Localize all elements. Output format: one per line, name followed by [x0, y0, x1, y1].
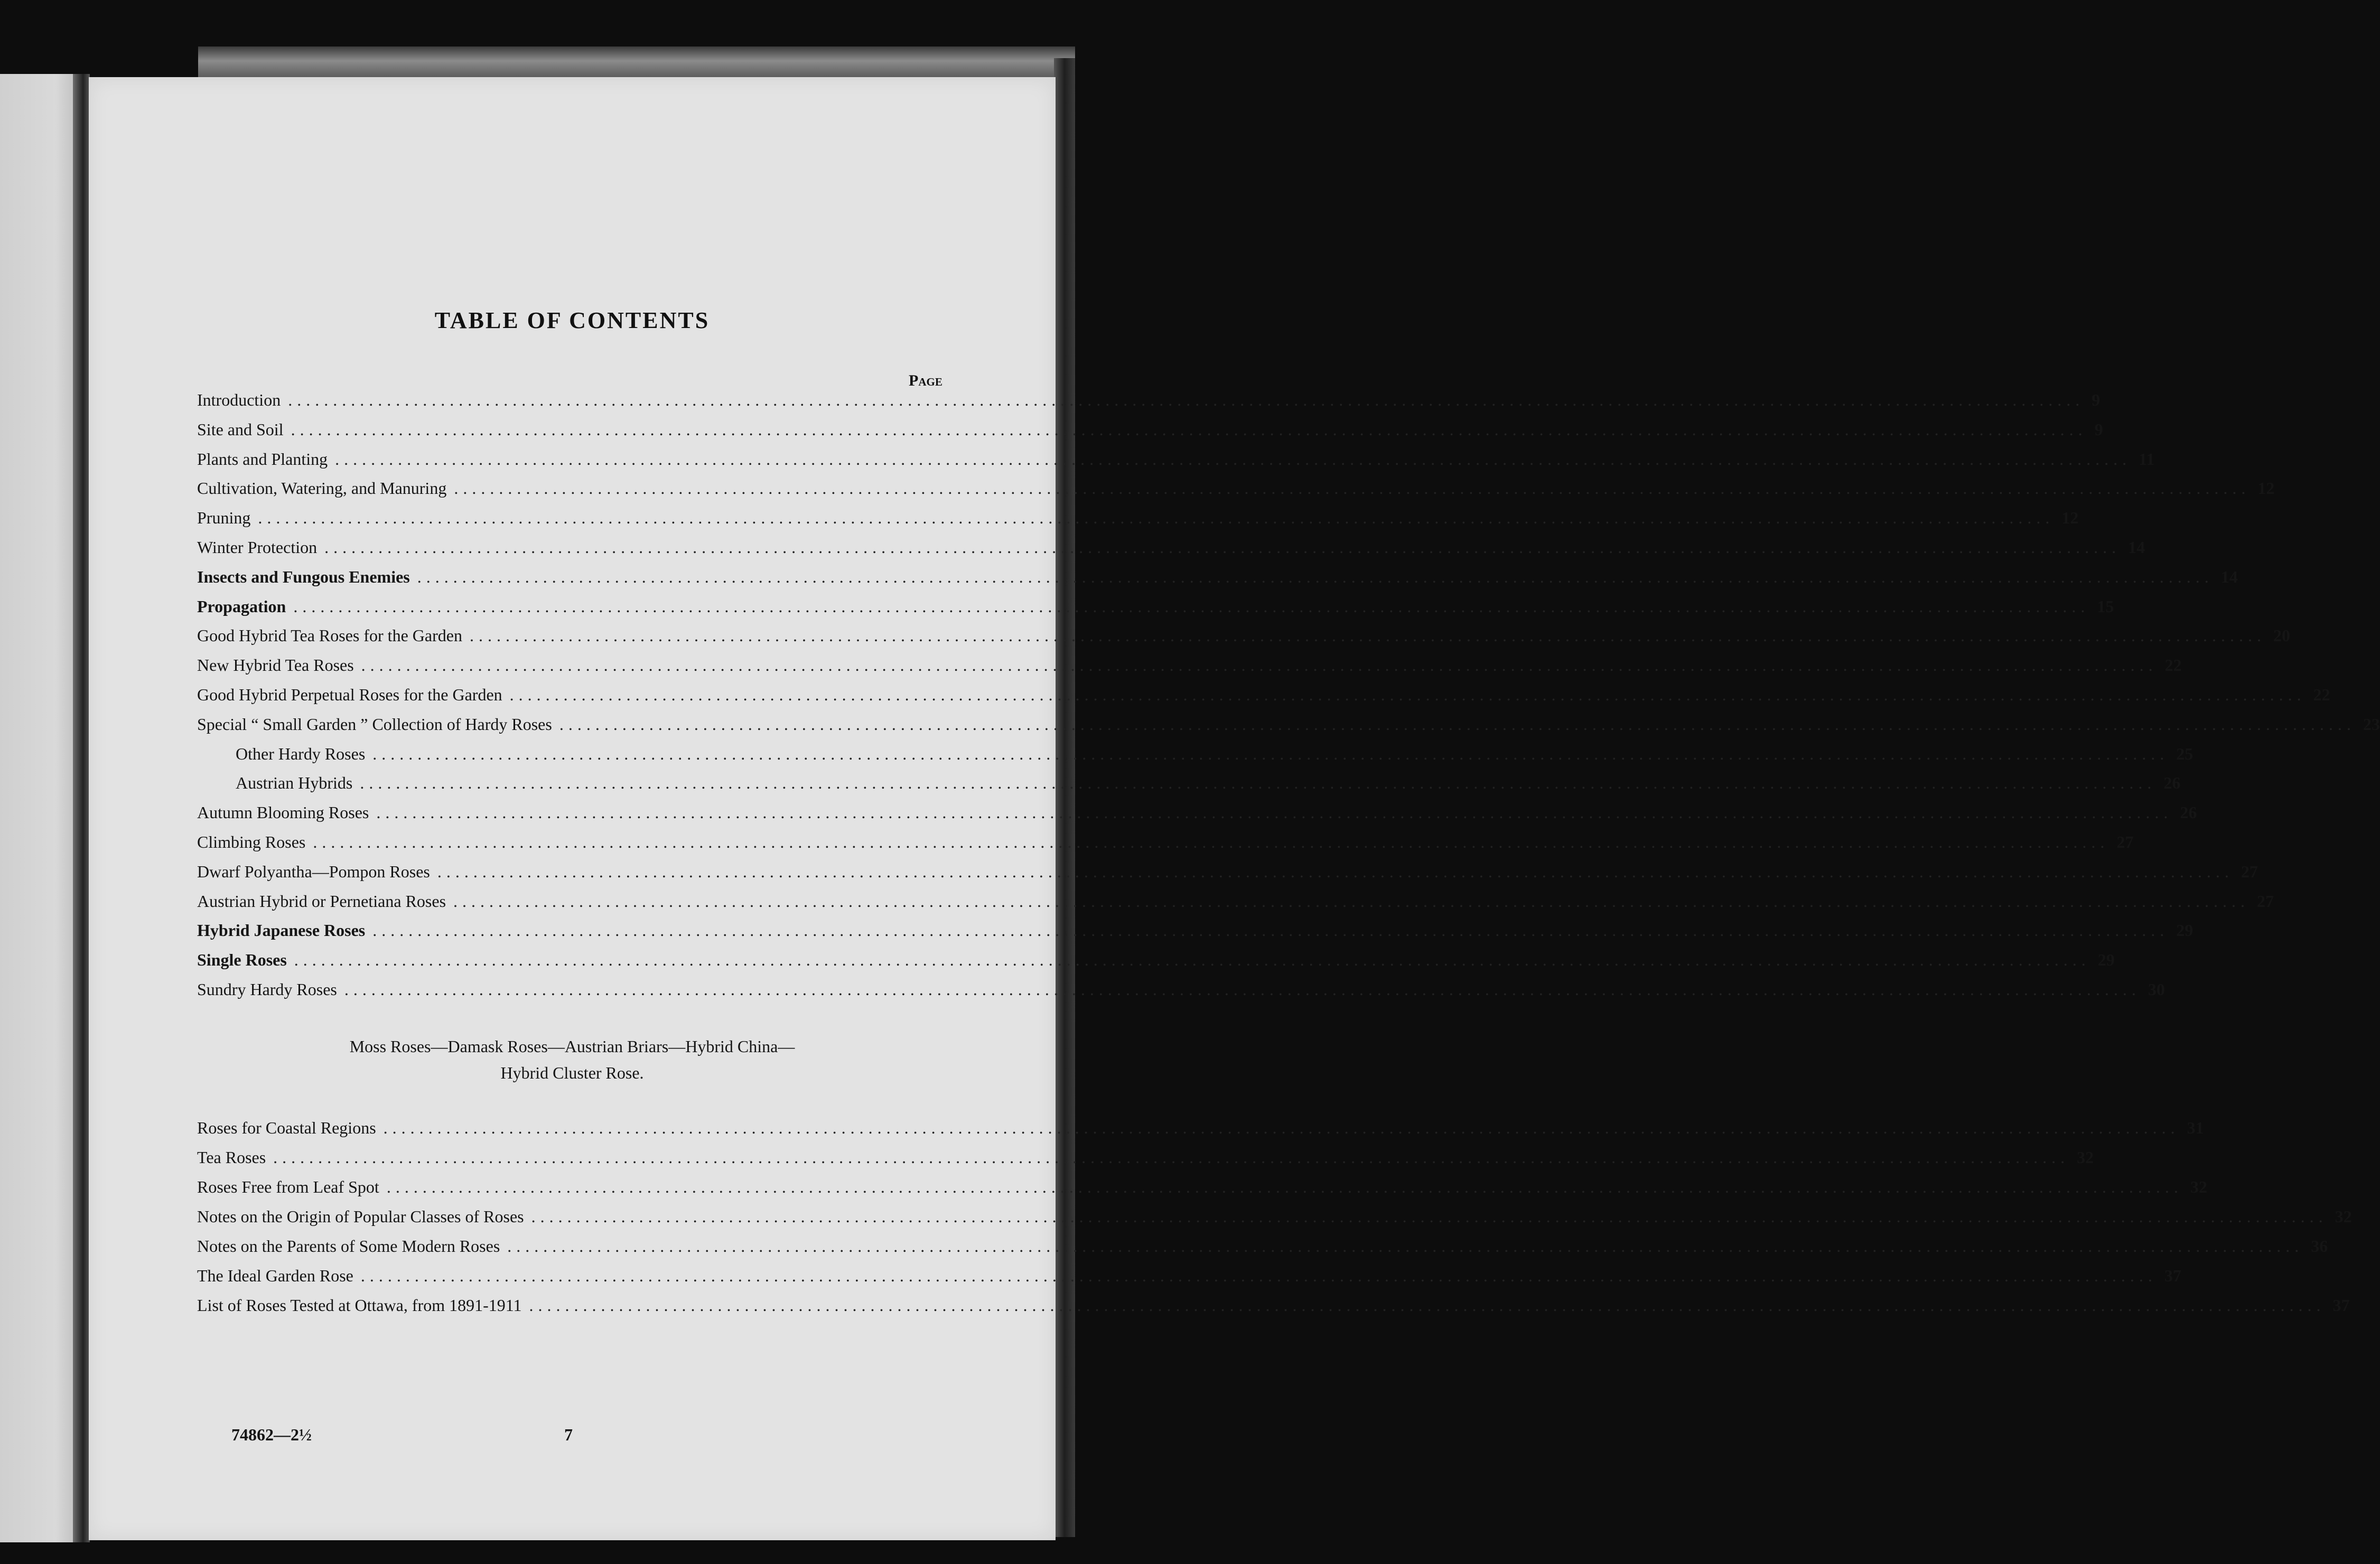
toc-entry-label: Pruning — [197, 508, 251, 528]
toc-entry-label: Special “ Small Garden ” Collection of Hardy Roses — [197, 714, 552, 734]
dot-leader: ........................................................................................................................................................................................................ — [417, 567, 2214, 586]
toc-entry-label: Introduction — [197, 390, 281, 409]
toc-entry-label: Autumn Blooming Roses — [197, 803, 369, 822]
toc-entry-page: 27 — [2257, 891, 2274, 911]
document-page — [89, 77, 2380, 1540]
toc-entry-page: 14 — [2220, 567, 2238, 586]
dot-leader: ........................................................................................................................................................................................................ — [469, 626, 2266, 645]
toc-entry-page: 22 — [2313, 685, 2330, 704]
dot-leader: ........................................................................................................................................................................................................ — [507, 1237, 2304, 1256]
toc-entry-page: 37 — [2164, 1266, 2181, 1285]
toc-entry-label: Tea Roses — [197, 1148, 266, 1167]
toc-entry — [197, 677, 2330, 705]
toc-entry — [197, 972, 2165, 999]
toc-entry-label: Plants and Planting — [197, 449, 328, 469]
toc-entry — [197, 382, 2101, 410]
page-number: 7 — [564, 1425, 573, 1444]
toc-entry-label: Good Hybrid Tea Roses for the Garden — [197, 626, 462, 645]
toc-entry-page: 12 — [2257, 479, 2275, 498]
toc-entry-label: Notes on the Origin of Popular Classes of Roses — [197, 1207, 524, 1226]
toc-entry — [197, 1199, 2352, 1226]
page-title: TABLE OF CONTENTS — [434, 307, 710, 333]
toc-entry-label: Good Hybrid Perpetual Roses for the Garden — [197, 685, 502, 704]
dot-leader: ........................................................................................................................................................................................................ — [294, 950, 2090, 970]
toc-entry — [197, 913, 2194, 940]
toc-entry — [197, 559, 2238, 587]
toc-entry-label: Site and Soil — [197, 419, 284, 439]
dot-leader: ........................................................................................................................................................................................................ — [454, 479, 2251, 498]
toc-entry-page: 22 — [2164, 655, 2182, 675]
dot-leader: ........................................................................................................................................................................................................ — [288, 390, 2085, 409]
dot-leader: ........................................................................................................................................................................................................ — [335, 449, 2132, 469]
dot-leader: ........................................................................................................................................................................................................ — [453, 891, 2250, 911]
toc-entry-label: Insects and Fungous Enemies — [197, 567, 410, 586]
dot-leader: ........................................................................................................................................................................................................ — [313, 832, 2110, 851]
toc-entry — [197, 589, 2114, 616]
toc-entry-label: The Ideal Garden Rose — [197, 1266, 353, 1285]
toc-entry-label: Notes on the Parents of Some Modern Roses — [197, 1237, 500, 1256]
toc-entry — [197, 500, 2079, 528]
toc-entry — [197, 648, 2182, 675]
dot-leader: ........................................................................................................................................................................................................ — [509, 685, 2306, 704]
toc-entry — [197, 1110, 2204, 1138]
toc-entry — [197, 825, 2134, 852]
toc-entry-label: Roses for Coastal Regions — [197, 1118, 376, 1137]
toc-entry — [197, 854, 2258, 882]
toc-entry-page: 29 — [2097, 950, 2115, 970]
page-right-edge — [1054, 58, 1075, 1537]
dot-leader: ........................................................................................................................................................................................................ — [291, 419, 2087, 439]
toc-entry-page: 31 — [2187, 1118, 2204, 1137]
toc-entry-page: 23 — [2363, 714, 2380, 734]
toc-entry — [197, 442, 2155, 469]
toc-entry-page: 32 — [2077, 1148, 2094, 1167]
toc-entry — [197, 1140, 2094, 1167]
toc-entry — [197, 884, 2274, 911]
grouped-roses-note — [89, 1033, 1056, 1086]
toc-entry — [197, 412, 2103, 439]
dot-leader: ........................................................................................................................................................................................................ — [372, 921, 2169, 940]
toc-entry-page: 15 — [2097, 596, 2114, 616]
toc-entry-label: Dwarf Polyantha—Pompon Roses — [197, 861, 430, 881]
toc-entry — [197, 795, 2197, 822]
page-column-header: Page — [909, 372, 942, 389]
printer-code: 74862—2½ — [231, 1425, 312, 1444]
toc-entry-page: 20 — [2273, 626, 2290, 645]
dot-leader: ........................................................................................................................................................................................................ — [386, 1177, 2183, 1196]
dot-leader: ........................................................................................................................................................................................................ — [344, 980, 2141, 999]
toc-entry-page: 27 — [2116, 832, 2134, 851]
dot-leader: ........................................................................................................................................................................................................ — [372, 744, 2169, 763]
grouped-roses-note-line1: Moss Roses—Damask Roses—Austrian Briars—Hybrid China— — [349, 1037, 795, 1056]
toc-entry — [197, 1258, 2181, 1286]
toc-entry-page: 26 — [2180, 803, 2197, 822]
dot-leader: ........................................................................................................................................................................................................ — [273, 1148, 2070, 1167]
toc-entry-page: 14 — [2128, 538, 2145, 557]
toc-entry-label: Austrian Hybrids — [236, 773, 353, 793]
toc-entry — [197, 471, 2275, 498]
toc-entry-page: 12 — [2061, 508, 2079, 528]
toc-entry-label: Roses Free from Leaf Spot — [197, 1177, 379, 1196]
toc-entry-label: List of Roses Tested at Ottawa, from 1891-1911 — [197, 1296, 522, 1315]
toc-entry-page: 26 — [2163, 773, 2181, 793]
dot-leader: ........................................................................................................................................................................................................ — [293, 596, 2090, 616]
toc-entry — [236, 765, 2181, 793]
toc-entry — [197, 1288, 2350, 1315]
toc-entry — [197, 1169, 2207, 1197]
dot-leader: ........................................................................................................................................................................................................ — [360, 1266, 2157, 1285]
toc-entry-page: 11 — [2139, 449, 2155, 469]
toc-entry-page: 9 — [2092, 390, 2101, 409]
toc-entry-label: Winter Protection — [197, 538, 318, 557]
binding-shadow — [73, 74, 90, 1542]
dot-leader: ........................................................................................................................................................................................................ — [437, 861, 2234, 881]
toc-entry-label: Cultivation, Watering, and Manuring — [197, 479, 447, 498]
toc-entry — [197, 618, 2290, 645]
toc-entry — [236, 736, 2194, 764]
toc-entry-page: 25 — [2176, 744, 2194, 763]
dot-leader: ........................................................................................................................................................................................................ — [361, 655, 2158, 675]
toc-entry-label: Hybrid Japanese Roses — [197, 921, 366, 940]
toc-entry-label: New Hybrid Tea Roses — [197, 655, 354, 675]
toc-entry-label: Other Hardy Roses — [236, 744, 366, 763]
toc-entry-label: Single Roses — [197, 950, 287, 970]
dot-leader: ........................................................................................................................................................................................................ — [376, 803, 2173, 822]
dot-leader: ........................................................................................................................................................................................................ — [360, 773, 2157, 793]
toc-entry — [197, 530, 2145, 557]
toc-entry-page: 29 — [2176, 921, 2194, 940]
toc-entry-page: 32 — [2335, 1207, 2352, 1226]
scan-top-strip — [198, 46, 1075, 78]
toc-entry — [197, 707, 2380, 734]
dot-leader: ........................................................................................................................................................................................................ — [559, 714, 2356, 734]
toc-entry-label: Sundry Hardy Roses — [197, 980, 337, 999]
toc-entry-label: Austrian Hybrid or Pernetiana Roses — [197, 891, 446, 911]
dot-leader: ........................................................................................................................................................................................................ — [529, 1296, 2326, 1315]
toc-entry — [197, 1229, 2328, 1256]
toc-entry-page: 27 — [2241, 861, 2258, 881]
adjacent-page — [0, 74, 79, 1542]
dot-leader: ........................................................................................................................................................................................................ — [383, 1118, 2180, 1137]
toc-entry — [197, 942, 2115, 970]
grouped-roses-note-line2: Hybrid Cluster Rose. — [500, 1063, 644, 1082]
toc-entry-label: Propagation — [197, 596, 286, 616]
toc-entry-page: 36 — [2311, 1237, 2328, 1256]
toc-entry-label: Climbing Roses — [197, 832, 306, 851]
toc-entry-page: 9 — [2094, 419, 2103, 439]
dot-leader: ........................................................................................................................................................................................................ — [258, 508, 2055, 528]
toc-entry-page: 30 — [2148, 980, 2165, 999]
toc-entry-page: 32 — [2190, 1177, 2207, 1196]
dot-leader: ........................................................................................................................................................................................................ — [531, 1207, 2328, 1226]
toc-entry-page: 37 — [2332, 1296, 2350, 1315]
dot-leader: ........................................................................................................................................................................................................ — [324, 538, 2121, 557]
